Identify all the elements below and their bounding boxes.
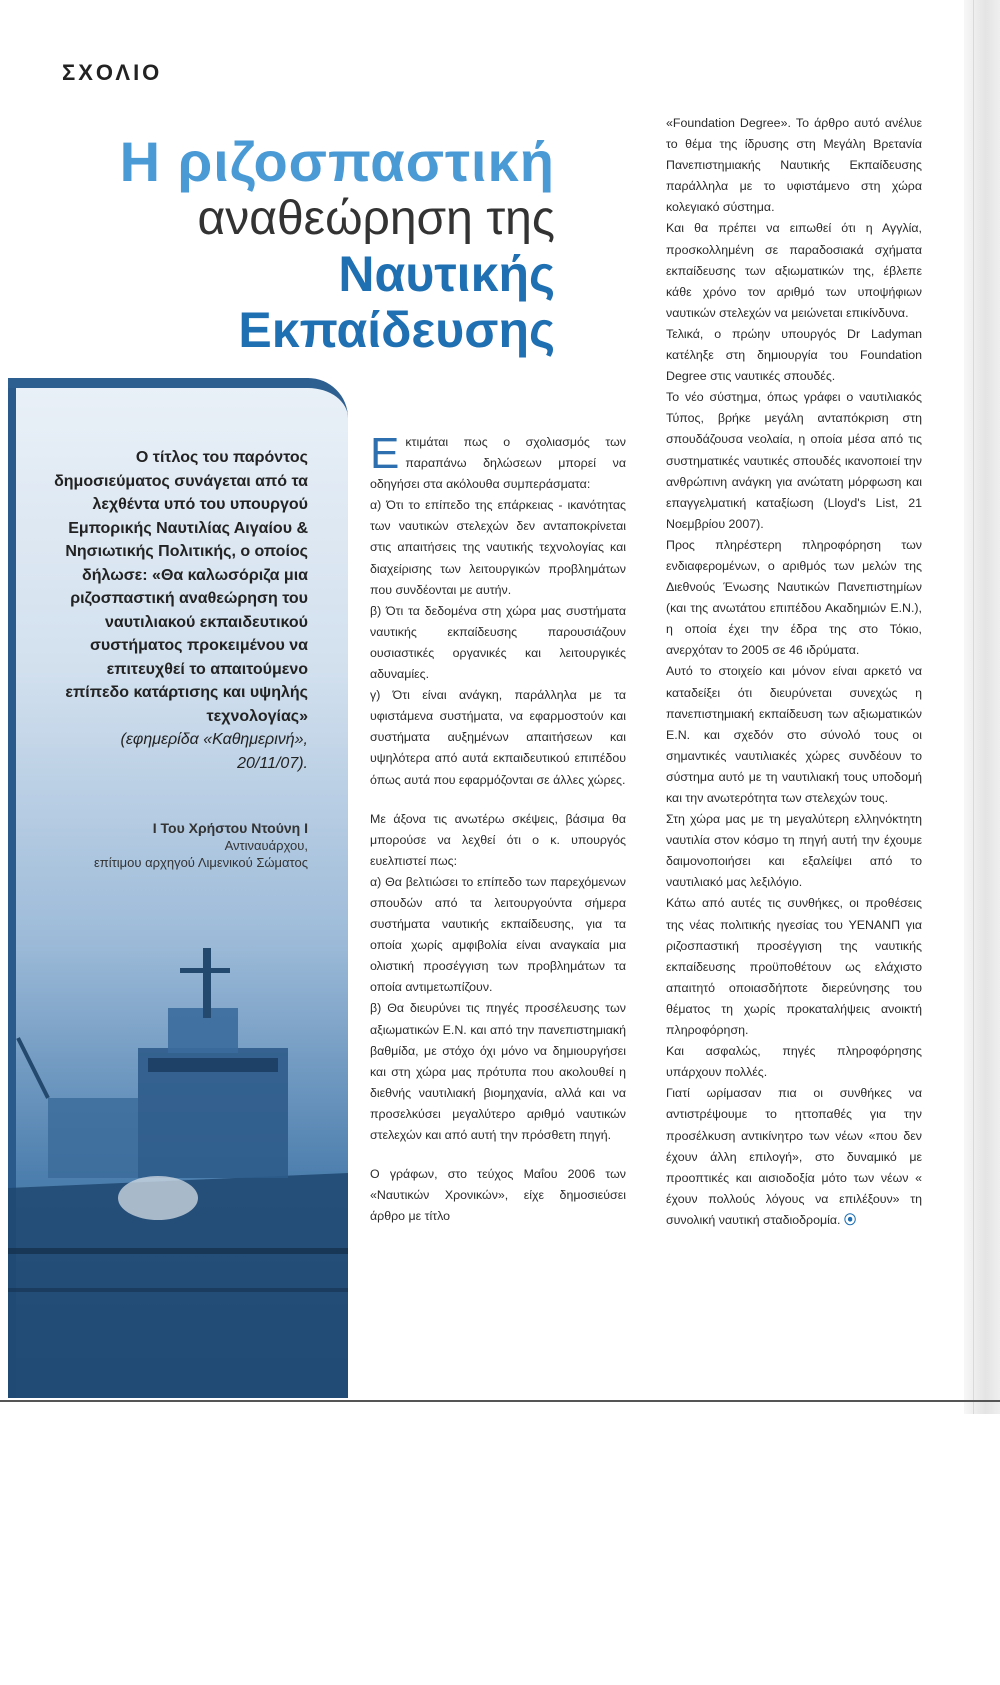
paragraph: Το νέο σύστημα, όπως γράφει ο ναυτιλιακός Τύπος, βρήκε μεγάλη ανταπόκριση στη σπουδάζουσα νεολαία, η οποία μέσα από τις συστηματικές ναυτικές σπουδές ικανοποιεί την ανθρώπινη ανάγκη για ανώτατη μόρφωση και επαγγελματική καταξίωση (Lloyd's List, 21 Νοεμβρίου 2007). — [666, 390, 922, 531]
paragraph: Και ασφαλώς, πηγές πληροφόρησης υπάρχουν πολλές. — [666, 1044, 922, 1080]
page-footer — [22, 1646, 79, 1685]
body-column-1 — [370, 429, 626, 1227]
bottom-rule — [0, 1400, 1000, 1402]
paragraph: α) Θα βελτιώσει το επίπεδο των παρεχόμενων σπουδών από τα λειτουργούντα σήμερα συστήματα ναυτικής εκπαίδευσης, για τα οποία χωρίς αμφιβολία είναι αναγκαία μια ολιστική προσέγγιση των προβλημάτων τα οποία αντιμετωπίζουν. — [370, 874, 626, 995]
article-title — [120, 132, 555, 358]
end-of-article-icon: ⦿ — [843, 1212, 857, 1227]
drop-cap: Ε — [370, 429, 400, 478]
paragraph: β) Ότι τα δεδομένα στη χώρα μας συστήματα ναυτικής εκπαίδευσης παρουσιάζουν ουσιαστικές οργανικές και λειτουργικές αδυναμίες. — [370, 603, 626, 682]
paper-fold-line — [973, 0, 974, 1414]
author-name: Ι Του Χρήστου Ντούνη Ι — [152, 820, 308, 836]
title-line-4: Εκπαίδευσης — [238, 302, 555, 358]
paper-edge — [964, 0, 1000, 1414]
paragraph: α) Ότι το επίπεδο της επάρκειας - ικανότητας των ναυτικών στελεχών δεν ανταποκρίνεται στις απαιτήσεις της ναυτικής τεχνολογίας και διαχείρισης των λειτουργικών προβλημάτων που συνδέονται με αυτήν. — [370, 498, 626, 597]
author-role-2: επίτιμου αρχηγού Λιμενικού Σώματος — [94, 855, 308, 870]
paragraph: «Foundation Degree». Το άρθρο αυτό ανέλυε το θέμα της ίδρυσης στη Μεγάλη Βρετανία Πανεπιστημιακής Ναυτικής Εκπαίδευσης παράλληλα με το υφιστάμενο στη χώρα κολεγιακό σύστημα. — [666, 116, 922, 215]
title-line-2: αναθεώρηση της — [197, 192, 555, 245]
paragraph: Γιατί ωρίμασαν πια οι συνθήκες να αντιστρέψουμε το ηττοπαθές για την προσέλκυση αντικίνητρο των νέων «που δεν έχουν άλλη επιλογή», στο δυναμικό με προοπτικές και αισιοδοξία μότο των νέων « έχουν πολλούς λόγους να επιλέξουν» τη συνολική ναυτική σταδιοδρομία. ⦿ — [666, 1086, 922, 1227]
paragraph: Κάτω από αυτές τις συνθήκες, οι προθέσεις της νέας πολιτικής ηγεσίας του ΥΕΝΑΝΠ για ριζοσπαστική προσέγγιση της ναυτικής εκπαίδευσης προϋποθέτουν ως ελάχιστο απαιτητό οποιασδήποτε διερεύνησης του θέματος τη χωρίς προκαταλήψεις ανοικτή πληροφόρηση. — [666, 896, 922, 1038]
section-label: ΣΧΟΛΙΟ — [62, 60, 163, 85]
magazine-name-line-2: ΧΡΟΝΙΚΑ — [22, 1671, 79, 1685]
paragraph: Προς πληρέστερη πληροφόρηση των ενδιαφερομένων, ο αριθμός των μελών της Διεθνούς Ένωσης Ναυτικών Πανεπιστημίων (και της ανωτάτου επιπέδου Ακαδημιών Ε.Ν.), η οποία έχει την έδρα της στο Τόκιο, ανερχόταν το 2005 σε 46 ιδρύματα. — [666, 537, 922, 658]
ship-photo — [8, 948, 348, 1398]
author-block — [40, 820, 308, 871]
author-role-1: Αντιναυάρχου, — [224, 838, 308, 853]
paragraph: Και θα πρέπει να ειπωθεί ότι η Αγγλία, προσκολλημένη σε παραδοσιακά σχήματα εκπαίδευσης των αξιωματικών της, έβλεπε κάθε χρόνο τον αριθμό των υποψήφιων ναυτικών στελεχών να μειώνεται επικίνδυνα. — [666, 221, 922, 320]
paragraph: Στη χώρα μας με τη μεγαλύτερη ελληνόκτητη ναυτιλία στον κόσμο τη πηγή αυτή την έχουμε δαιμονοποιήσει και εξαλείψει από το ναυτιλιακό μας λεξιλόγιο. — [666, 812, 922, 890]
title-line-3: Ναυτικής — [338, 246, 555, 302]
paragraph: γ) Ότι είναι ανάγκη, παράλληλα με τα υφιστάμενα συστήματα, να εφαρμοστούν και συστήματα αυξημένων απαιτήσεων και υψηλότερα από αυτά εκπαιδευτικού επιπέδου όπως αυτά που εφαρμόζονται σε άλλες χώρες. — [370, 688, 626, 787]
paragraph: Με άξονα τις ανωτέρω σκέψεις, βάσιμα θα μπορούσε να λεχθεί ότι ο κ. υπουργός ευελπιστεί πως: — [370, 811, 626, 868]
title-line-1: Η ριζοσπαστική — [119, 130, 555, 193]
paragraph: Εκτιμάται πως ο σχολιασμός των παραπάνω δηλώσεων μπορεί να οδηγήσει στα ακόλουθα συμπεράσματα: — [370, 429, 626, 492]
paragraph: Τελικά, ο πρώην υπουργός Dr Ladyman κατέληξε στη δημιουργία του Foundation Degree στις ναυτικές σπουδές. — [666, 326, 922, 384]
paragraph: Ο γράφων, στο τεύχος Μαΐου 2006 των «Ναυτικών Χρονικών», είχε δημοσιεύσει άρθρο με τίτλο — [370, 1167, 626, 1224]
lead-paragraph — [52, 446, 308, 775]
paragraph: Αυτό το στοιχείο και μόνον είναι αρκετό να καταδείξει ότι διευρύνεται συνεχώς η πανεπιστημιακή εκπαίδευση των αξιωματικών Ε.Ν. και σχεδόν στο σύνολό τους οι σημαντικές ναυτιλιακές χώρες συνδέουν το σύστημα αυτό με τη ναυτιλιακή τους υποδομή και την ανωτερότητα των στελεχών τους. — [666, 664, 922, 805]
paragraph: β) Θα διευρύνει τις πηγές προσέλευσης των αξιωματικών Ε.Ν. και από την πανεπιστημιακή βαθμίδα, με στόχο όχι μόνο να δημιουργήσει και στη χώρα μας πρότυπα που ακολουθεί η διεθνής ναυτιλιακή βιομηχανία, αλλά και να προσελκύσει μεγαλύτερο αριθμό ναυτικών στελεχών και από αυτή την πρόσθετη πηγή. — [370, 1001, 626, 1142]
magazine-name-line-1: ΝΑΥΤΙΚΑ — [22, 1658, 76, 1672]
lead-text: Ο τίτλος του παρόντος δημοσιεύματος συνάγεται από τα λεχθέντα υπό του υπουργού Εμπορικής Ναυτιλίας Αιγαίου & Νησιωτικής Πολιτικής, ο οποίος δήλωσε: «Θα καλωσόριζα μια ριζοσπαστική αναθεώρηση του ναυτιλιακού εκπαιδευτικού συστήματος προκειμένου να επιτευχθεί το απαιτούμενο επίπεδο κατάρτισης και υψηλής τεχνολογίας» — [54, 449, 308, 725]
page-number: 104 — [22, 1644, 46, 1660]
lead-source: (εφημερίδα «Καθημερινή», 20/11/07). — [120, 731, 308, 772]
body-column-2 — [666, 113, 922, 1231]
